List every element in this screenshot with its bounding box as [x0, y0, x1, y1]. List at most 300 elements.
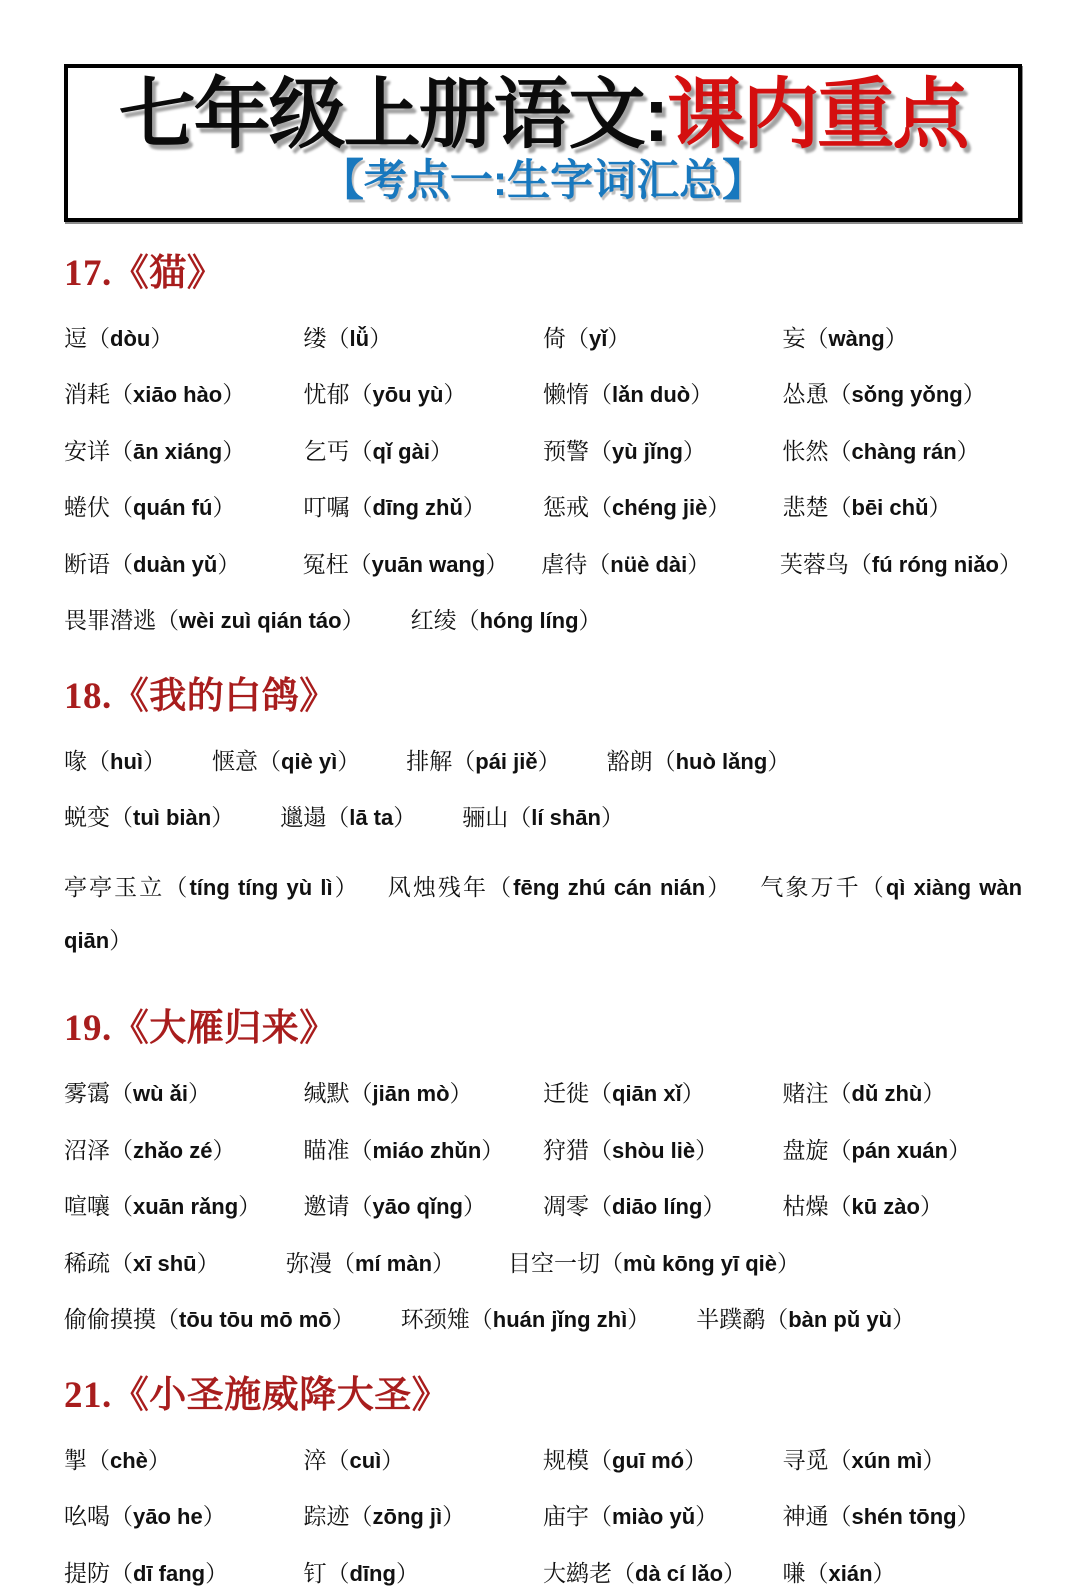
vocab-word: 倚: [543, 325, 566, 351]
paren-open: （: [805, 1560, 829, 1586]
vocab-pinyin: huán jǐng zhì: [492, 1307, 628, 1333]
vocab-pinyin: xún mì: [851, 1447, 923, 1473]
vocab-word: 庙宇: [543, 1504, 589, 1530]
vocab-entry: [696, 1307, 915, 1333]
paren-close: ）: [702, 1194, 726, 1220]
vocab-word: 半蹼鹬: [696, 1307, 766, 1333]
vocab-entry: [64, 608, 365, 634]
vocab-entry: [543, 326, 783, 352]
vocab-pinyin: huì: [110, 748, 143, 774]
page-subtitle: 【考点一:生字词汇总】: [320, 156, 766, 205]
paren-open: （: [828, 1137, 852, 1163]
paren-close: ）: [956, 438, 980, 464]
vocab-entry: [783, 495, 1023, 521]
vocab-entry: [543, 1561, 783, 1587]
vocab-entry: [64, 382, 304, 408]
vocab-pinyin: quán fú: [133, 495, 213, 521]
vocab-word: 环颈雉: [400, 1307, 470, 1333]
paren-close: ）: [928, 495, 952, 521]
vocab-word: 妄: [782, 325, 806, 351]
vocab-entry: [543, 439, 783, 465]
paren-close: ）: [872, 1560, 896, 1586]
header-box: [64, 64, 1022, 222]
vocab-entry: [783, 1138, 1023, 1164]
vocab-word: 怂恿: [782, 382, 829, 408]
vocab-entry: [543, 1504, 783, 1530]
vocab-entry: [64, 439, 304, 465]
vocab-word: 红绫: [410, 608, 457, 634]
vocab-row: [64, 1504, 1022, 1530]
paren-open: （: [326, 805, 350, 831]
vocab-word: 虐待: [541, 551, 588, 577]
vocab-word: 畏罪潜逃: [64, 608, 156, 634]
vocab-pinyin: dà cí lǎo: [635, 1560, 724, 1586]
vocab-word: 目空一切: [507, 1250, 600, 1276]
vocab-pinyin: wàng: [828, 325, 885, 351]
vocab-word: 惬意: [212, 748, 258, 774]
vocab-row: [64, 1307, 1022, 1333]
vocab-entry: [783, 1504, 1023, 1530]
vocab-entry: [64, 1504, 304, 1530]
vocab-word: 消耗: [64, 382, 110, 408]
title-red: 课内重点: [667, 72, 968, 158]
vocab-word: 风烛残年: [387, 875, 489, 901]
vocab-pinyin: pái jiě: [475, 748, 538, 774]
paren-close: ）: [443, 382, 467, 408]
paren-close: ）: [429, 438, 453, 464]
paren-close: ）: [332, 875, 360, 901]
vocab-entry: [286, 1251, 508, 1277]
vocab-entry: [462, 805, 624, 831]
vocab-row: [64, 1251, 1022, 1277]
vocab-row: [64, 552, 1022, 578]
vocab-word: 亭亭玉立: [64, 875, 165, 901]
vocab-pinyin: qiè yì: [281, 748, 338, 774]
paren-open: （: [156, 1307, 179, 1333]
paren-open: （: [488, 875, 514, 901]
vocab-entry: [541, 552, 780, 578]
paren-close: ）: [578, 608, 602, 634]
vocab-pinyin: lā ta: [349, 805, 394, 831]
vocab-row: [64, 1194, 1022, 1220]
vocab-pinyin: lí shān: [531, 805, 601, 831]
paren-open: （: [110, 438, 133, 464]
vocab-pinyin: qiān xǐ: [612, 1081, 682, 1107]
paren-open: （: [349, 382, 373, 408]
paren-close: ）: [109, 928, 133, 954]
paren-close: ）: [684, 1447, 708, 1473]
paren-open: （: [589, 438, 612, 464]
paren-close: ）: [341, 608, 365, 634]
paren-close: ）: [537, 748, 561, 774]
vocab-pinyin: lǚ: [349, 325, 370, 351]
vocab-word: 气象万千: [760, 875, 861, 901]
vocab-section: [64, 1364, 1022, 1587]
vocab-entry: [783, 439, 1023, 465]
vocab-pinyin: xián: [828, 1560, 873, 1586]
paren-open: （: [589, 1137, 612, 1163]
vocab-entry: [411, 608, 602, 634]
vocab-row: [64, 749, 1022, 775]
vocab-section: [64, 997, 1022, 1333]
vocab-pinyin: shòu liè: [612, 1137, 696, 1163]
paren-open: （: [87, 748, 110, 774]
vocab-pinyin: cuì: [349, 1447, 382, 1473]
vocab-entry: [783, 326, 1023, 352]
paren-open: （: [589, 382, 612, 408]
vocab-word: 喙: [64, 748, 87, 774]
paren-close: ）: [919, 1194, 943, 1220]
vocab-word: 吆喝: [64, 1504, 110, 1530]
paren-close: ）: [481, 1137, 505, 1163]
vocab-entry: [304, 1504, 544, 1530]
vocab-word: 蜷伏: [64, 495, 110, 521]
paren-open: （: [87, 1447, 110, 1473]
vocab-word: 瞄准: [303, 1137, 350, 1163]
vocab-pinyin: yuān wang: [371, 551, 486, 577]
vocab-entry: [543, 1194, 783, 1220]
paren-open: （: [326, 325, 350, 351]
paren-close: ）: [695, 1137, 719, 1163]
vocab-pinyin: wù ǎi: [133, 1081, 189, 1107]
vocab-row: [64, 861, 1022, 967]
vocab-pinyin: fēng zhú cán nián: [513, 875, 706, 901]
vocab-pinyin: dòu: [110, 325, 151, 351]
paren-open: （: [589, 1081, 612, 1107]
vocab-pinyin: guī mó: [612, 1447, 685, 1473]
vocab-pinyin: yāo he: [133, 1504, 203, 1530]
vocab-pinyin: ān xiáng: [133, 438, 223, 464]
vocab-word: 踪迹: [303, 1504, 350, 1530]
vocab-entry: [64, 1561, 304, 1587]
vocab-word: 忧郁: [303, 382, 350, 408]
vocab-row: [64, 1138, 1022, 1164]
vocab-word: 逗: [64, 325, 87, 351]
paren-open: （: [349, 438, 373, 464]
paren-open: （: [587, 551, 611, 577]
vocab-row: [64, 495, 1022, 521]
paren-close: ）: [205, 1560, 229, 1586]
paren-open: （: [326, 1560, 350, 1586]
paren-close: ）: [723, 1560, 747, 1586]
paren-open: （: [258, 748, 281, 774]
vocab-entry: [64, 1081, 304, 1107]
vocab-entry: [64, 495, 304, 521]
vocab-pinyin: miào yǔ: [612, 1504, 696, 1530]
paren-close: ）: [222, 382, 246, 408]
paren-close: ）: [892, 1307, 916, 1333]
paren-close: ）: [188, 1081, 212, 1107]
paren-open: （: [589, 1504, 612, 1530]
vocab-row: [64, 1081, 1022, 1107]
paren-close: ）: [767, 748, 791, 774]
paren-open: （: [452, 748, 476, 774]
vocab-word: 凋零: [543, 1194, 589, 1220]
vocab-entry: [64, 875, 360, 900]
paren-open: （: [110, 1560, 133, 1586]
paren-close: ）: [147, 1447, 171, 1473]
vocab-row: [64, 805, 1022, 831]
paren-close: ）: [695, 1504, 719, 1530]
paren-open: （: [805, 325, 829, 351]
vocab-pinyin: hóng líng: [479, 608, 579, 634]
paren-close: ）: [337, 748, 361, 774]
paren-close: ）: [196, 1250, 220, 1276]
paren-open: （: [110, 1194, 133, 1220]
paren-open: （: [110, 382, 133, 408]
paren-open: （: [589, 1447, 612, 1473]
vocab-word: 缕: [303, 325, 327, 351]
paren-open: （: [652, 748, 676, 774]
vocab-sections: [64, 242, 1022, 1587]
vocab-word: 排解: [406, 748, 453, 774]
vocab-pinyin: jiān mò: [372, 1081, 450, 1107]
vocab-entry: [64, 1307, 355, 1333]
vocab-pinyin: xuān rǎng: [133, 1194, 239, 1220]
paren-open: （: [349, 495, 373, 521]
page-title: [70, 72, 1016, 158]
vocab-word: 怅然: [782, 438, 829, 464]
vocab-word: 寻觅: [782, 1447, 829, 1473]
paren-close: ）: [948, 1137, 972, 1163]
paren-open: （: [156, 608, 179, 634]
vocab-pinyin: yōu yù: [372, 382, 444, 408]
vocab-word: 钉: [303, 1560, 327, 1586]
vocab-word: 乞丐: [303, 438, 350, 464]
vocab-word: 惩戒: [543, 495, 589, 521]
vocab-word: 大鹚老: [543, 1560, 612, 1586]
paren-close: ）: [143, 748, 166, 774]
vocab-word: 迁徙: [543, 1081, 589, 1107]
paren-open: （: [765, 1307, 789, 1333]
vocab-pinyin: bēi chǔ: [851, 495, 929, 521]
vocab-pinyin: fú róng niǎo: [871, 551, 999, 577]
paren-open: （: [828, 438, 852, 464]
vocab-word: 豁朗: [606, 748, 653, 774]
paren-close: ）: [369, 325, 393, 351]
vocab-pinyin: dī fang: [133, 1560, 206, 1586]
paren-close: ）: [956, 1504, 980, 1530]
paren-close: ）: [707, 495, 731, 521]
vocab-word: 安详: [64, 438, 110, 464]
vocab-pinyin: sǒng yǒng: [851, 382, 963, 408]
section-heading: 18.《我的白鸽》: [64, 675, 337, 717]
paren-open: （: [828, 1447, 852, 1473]
paren-open: （: [110, 1504, 133, 1530]
vocab-pinyin: lǎn duò: [612, 382, 691, 408]
vocab-entry: [783, 1194, 1023, 1220]
vocab-word: 骊山: [462, 805, 509, 831]
vocab-pinyin: diāo líng: [612, 1194, 703, 1220]
vocab-entry: [64, 326, 304, 352]
vocab-entry: [304, 1448, 544, 1474]
vocab-entry: [543, 495, 783, 521]
vocab-pinyin: yù jǐng: [612, 438, 683, 464]
vocab-word: 雾霭: [64, 1081, 110, 1107]
vocab-entry: [304, 326, 544, 352]
paren-open: （: [87, 325, 110, 351]
vocab-word: 规模: [543, 1447, 589, 1473]
vocab-word: 嗛: [782, 1560, 806, 1586]
vocab-word: 沼泽: [64, 1137, 110, 1163]
vocab-word: 邀请: [303, 1194, 350, 1220]
vocab-entry: [783, 1561, 1023, 1587]
paren-close: ）: [217, 551, 241, 577]
vocab-word: 邋遢: [280, 805, 327, 831]
paren-open: （: [828, 1194, 852, 1220]
vocab-word: 神通: [782, 1504, 829, 1530]
paren-open: （: [612, 1560, 635, 1586]
paren-open: （: [860, 875, 886, 901]
vocab-pinyin: tíng tíng yù lì: [189, 875, 333, 901]
paren-close: ）: [222, 438, 246, 464]
paren-close: ）: [432, 1250, 456, 1276]
vocab-entry: [607, 749, 791, 775]
paren-open: （: [326, 1447, 350, 1473]
vocab-entry: [388, 875, 733, 900]
vocab-word: 掣: [64, 1447, 87, 1473]
vocab-entry: [783, 1081, 1023, 1107]
paren-open: （: [110, 495, 133, 521]
section-heading: 21.《小圣施威降大圣》: [64, 1374, 450, 1416]
vocab-word: 缄默: [303, 1081, 350, 1107]
paren-open: （: [349, 1081, 373, 1107]
vocab-entry: [304, 1194, 544, 1220]
vocab-pinyin: chéng jiè: [612, 495, 708, 521]
vocab-row: [64, 1448, 1022, 1474]
paren-open: （: [110, 1137, 133, 1163]
paren-open: （: [508, 805, 532, 831]
vocab-entry: [304, 495, 544, 521]
paren-close: ）: [777, 1250, 800, 1276]
vocab-entry: [304, 382, 544, 408]
paren-close: ）: [331, 1307, 355, 1333]
vocab-entry: [406, 749, 560, 775]
paren-open: （: [331, 1250, 355, 1276]
title-black: 七年级上册语文:: [118, 72, 668, 158]
paren-close: ）: [211, 805, 235, 831]
paren-close: ）: [202, 1504, 226, 1530]
vocab-pinyin: miáo zhǔn: [372, 1137, 482, 1163]
vocab-word: 提防: [64, 1560, 110, 1586]
paren-close: ）: [600, 805, 624, 831]
vocab-entry: [280, 805, 416, 831]
paren-close: ）: [238, 1194, 262, 1220]
vocab-word: 淬: [303, 1447, 327, 1473]
vocab-pinyin: dīng zhǔ: [372, 495, 463, 521]
paren-close: ）: [682, 438, 706, 464]
vocab-entry: [304, 1081, 544, 1107]
vocab-pinyin: zōng jì: [372, 1504, 443, 1530]
vocab-entry: [508, 1251, 800, 1277]
vocab-entry: [64, 552, 303, 578]
paren-open: （: [566, 325, 589, 351]
vocab-pinyin: dǔ zhù: [851, 1081, 923, 1107]
paren-open: （: [828, 495, 852, 521]
paren-close: ）: [922, 1447, 946, 1473]
paren-close: ）: [381, 1447, 405, 1473]
vocab-word: 盘旋: [782, 1137, 829, 1163]
vocab-pinyin: mù kōng yī qiè: [622, 1250, 777, 1276]
vocab-word: 喧嚷: [64, 1194, 110, 1220]
vocab-entry: [543, 1081, 783, 1107]
vocab-word: 断语: [64, 551, 110, 577]
vocab-pinyin: tōu tōu mō mō: [179, 1307, 332, 1333]
vocab-word: 叮嘱: [303, 495, 350, 521]
vocab-entry: [304, 439, 544, 465]
section-heading: 19.《大雁归来》: [64, 1008, 337, 1050]
vocab-entry: [64, 1138, 304, 1164]
paren-open: （: [349, 1194, 373, 1220]
vocab-entry: [64, 1448, 304, 1474]
paren-close: ）: [462, 1194, 486, 1220]
paren-close: ）: [449, 1081, 473, 1107]
paren-close: ）: [212, 1137, 236, 1163]
vocab-word: 赌注: [782, 1081, 829, 1107]
paren-close: ）: [462, 495, 486, 521]
paren-open: （: [349, 1137, 373, 1163]
paren-open: （: [456, 608, 480, 634]
paren-open: （: [110, 1081, 133, 1107]
paren-open: （: [848, 551, 872, 577]
vocab-pinyin: chàng rán: [851, 438, 957, 464]
paren-close: ）: [687, 551, 711, 577]
vocab-pinyin: yāo qǐng: [372, 1194, 463, 1220]
paren-open: （: [589, 1194, 612, 1220]
vocab-pinyin: pán xuán: [851, 1137, 949, 1163]
paren-open: （: [110, 551, 133, 577]
vocab-entry: [543, 1448, 783, 1474]
vocab-pinyin: wèi zuì qián táo: [179, 608, 342, 634]
paren-close: ）: [690, 382, 714, 408]
vocab-section: [64, 242, 1022, 635]
paren-close: ）: [150, 325, 174, 351]
vocab-entry: [304, 1138, 544, 1164]
vocab-pinyin: xiāo hào: [133, 382, 223, 408]
vocab-pinyin: chè: [110, 1447, 148, 1473]
paren-close: ）: [607, 325, 631, 351]
vocab-entry: [780, 552, 1022, 578]
vocab-word: 悲楚: [782, 495, 829, 521]
vocab-pinyin: qǐ gài: [372, 438, 430, 464]
vocab-word: 稀疏: [64, 1250, 110, 1276]
vocab-entry: [783, 1448, 1023, 1474]
paren-open: （: [828, 382, 852, 408]
vocab-row: [64, 439, 1022, 465]
vocab-word: 懒惰: [543, 382, 589, 408]
paren-open: （: [828, 1504, 852, 1530]
vocab-pinyin: dīng: [349, 1560, 396, 1586]
paren-close: ）: [884, 325, 908, 351]
vocab-entry: [401, 1307, 650, 1333]
vocab-pinyin: huò lǎng: [675, 748, 768, 774]
vocab-entry: [303, 552, 542, 578]
paren-open: （: [349, 1504, 373, 1530]
vocab-word: 弥漫: [285, 1250, 332, 1276]
paren-close: ）: [442, 1504, 466, 1530]
vocab-row: [64, 608, 1022, 634]
vocab-entry: [212, 749, 360, 775]
vocab-entry: [64, 1251, 286, 1277]
paren-close: ）: [999, 551, 1022, 577]
paren-close: ）: [393, 805, 417, 831]
vocab-section: [64, 665, 1022, 968]
vocab-row: [64, 1561, 1022, 1587]
vocab-word: 预警: [543, 438, 589, 464]
vocab-word: 狩猎: [543, 1137, 589, 1163]
vocab-entry: [783, 382, 1023, 408]
paren-open: （: [469, 1307, 493, 1333]
